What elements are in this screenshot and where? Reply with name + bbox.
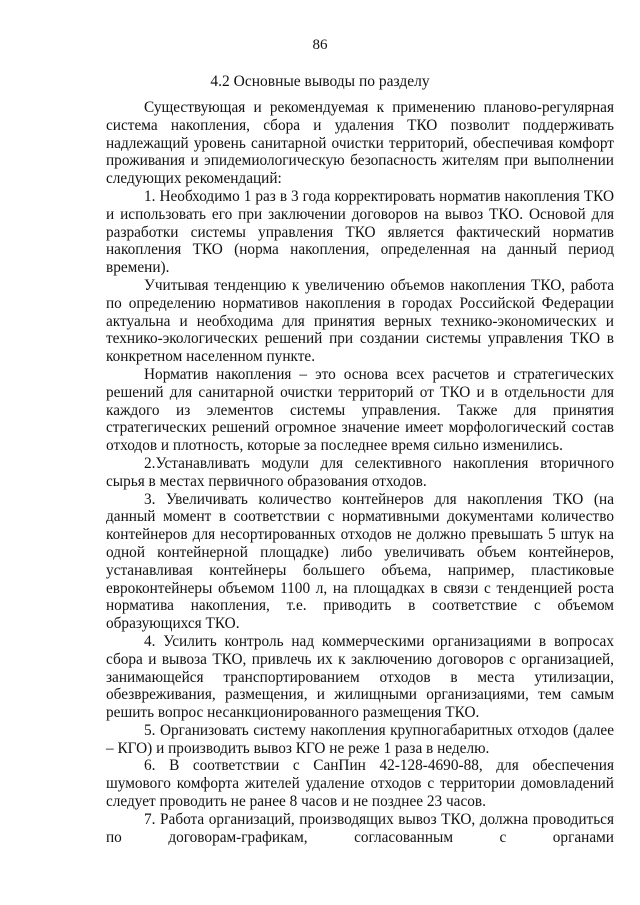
paragraph-recommendation-5: 5. Организовать систему накопления крупногабаритных отходов (далее – КГО) и производить вывоз КГО не реже 1 раза в неделю. [106, 721, 614, 757]
paragraph-recommendation-7: 7. Работа организаций, производящих вывоз ТКО, должна проводиться по договорам-графикам, согласованным с органами [106, 810, 614, 846]
body-text [106, 96, 614, 846]
paragraph-accumulation-trend: Учитывая тенденцию к увеличению объемов накопления ТКО, работа по определению нормативов накопления в городах Российской Федерации актуальна и необходима для принятия верных технико-экономических и технико-экологических решений при создании системы управления ТКО в конкретном населенном пункте. [106, 276, 614, 366]
paragraph-recommendation-1: 1. Необходимо 1 раз в 3 года корректировать норматив накопления ТКО и использовать его при заключении договоров на вывоз ТКО. Основой для разработки системы управления ТКО является фактический норматив накопления ТКО (норма накопления, определенная на данный период времени). [106, 187, 614, 277]
section-title: 4.2 Основные выводы по разделу [210, 73, 430, 90]
paragraph-accumulation-norm: Норматив накопления – это основа всех расчетов и стратегических решений для санитарной очистки территорий от ТКО и в отдельности для каждого из элементов системы управления. Также для принятия стратегических решений огромное значение имеет морфологический состав отходов и плотность, которые за последнее время сильно изменились. [106, 365, 614, 455]
paragraph-intro: Существующая и рекомендуемая к применению планово-регулярная система накопления, сбора и удаления ТКО позволит поддерживать надлежащий уровень санитарной очистки территорий, обеспечивая комфорт проживания и эпидемиологическую безопасность жителям при выполнении следующих рекомендаций: [106, 99, 614, 188]
paragraph-recommendation-4: 4. Усилить контроль над коммерческими организациями в вопросах сбора и вывоза ТКО, привлечь их к заключению договоров с организацией, занимающейся транспортированием отходов в места утилизации, обезвреживания, размещения, и жилищными организациями, тем самым решить вопрос несанкционированного размещения ТКО. [106, 632, 614, 722]
paragraph-recommendation-6: 6. В соответствии с СанПин 42-128-4690-88, для обеспечения шумового комфорта жителей удаление отходов с территории домовладений следует проводить не ранее 8 часов и не позднее 23 часов. [106, 757, 614, 811]
paragraph-recommendation-2: 2.Устанавливать модули для селективного накопления вторичного сырья в местах первичного образования отходов. [106, 454, 614, 490]
paragraph-recommendation-3: 3. Увеличивать количество контейнеров для накопления ТКО (на данный момент в соответствии с нормативными документами количество контейнеров для несортированных отходов не должно превышать 5 штук на одной контейнерной площадке) либо увеличивать объем контейнеров, устанавливая контейнеры большего объема, например, пластиковые евроконтейнеры объемом 1100 л, на площадках в связи с тенденцией роста норматива накопления, т.е. приводить в соответствие с объемом образующихся ТКО. [106, 490, 614, 633]
page-number: 86 [312, 37, 328, 53]
